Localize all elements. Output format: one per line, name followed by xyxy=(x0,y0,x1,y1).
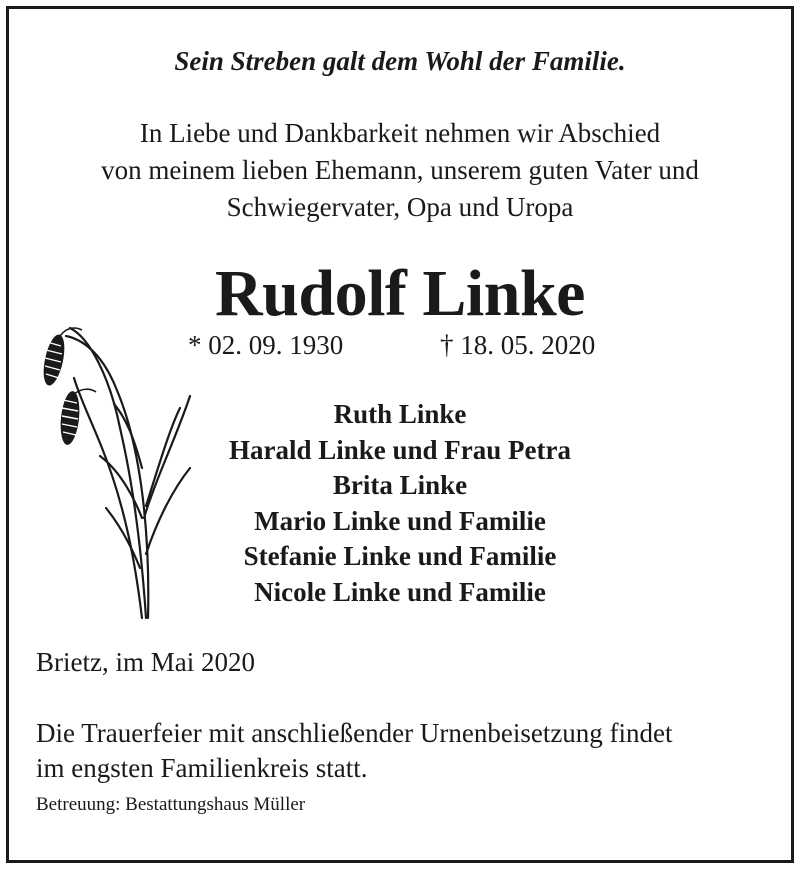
motto-line: Sein Streben galt dem Wohl der Familie. xyxy=(174,46,626,76)
mourner-name: Brita Linke xyxy=(332,470,468,500)
mourner-name: Stefanie Linke und Familie xyxy=(243,541,557,571)
place-and-date: Brietz, im Mai 2020 xyxy=(36,647,255,677)
undertaker-credit: Betreuung: Bestattungshaus Müller xyxy=(36,794,306,815)
death-date: † 18. 05. 2020 xyxy=(440,330,596,360)
mourner-name: Harald Linke und Frau Petra xyxy=(228,434,572,465)
mourner-name: Nicole Linke und Familie xyxy=(254,576,546,607)
mourners-list xyxy=(0,397,800,610)
intro-line: In Liebe und Dankbarkeit nehmen wir Abschied xyxy=(139,118,661,148)
mourner-name: Mario Linke und Familie xyxy=(254,505,546,536)
intro-text xyxy=(0,115,800,226)
mourner-name: Ruth Linke xyxy=(333,399,467,429)
deceased-name: Rudolf Linke xyxy=(215,257,585,330)
notice-line: Die Trauerfeier mit anschließender Urnenbeisetzung findet xyxy=(36,718,673,748)
notice-line: im engsten Familienkreis statt. xyxy=(36,753,368,783)
intro-line: von meinem lieben Ehemann, unserem guten Vater und xyxy=(101,155,699,185)
funeral-notice xyxy=(36,716,673,786)
intro-line: Schwiegervater, Opa und Uropa xyxy=(226,192,574,222)
birth-date: * 02. 09. 1930 xyxy=(188,330,344,360)
